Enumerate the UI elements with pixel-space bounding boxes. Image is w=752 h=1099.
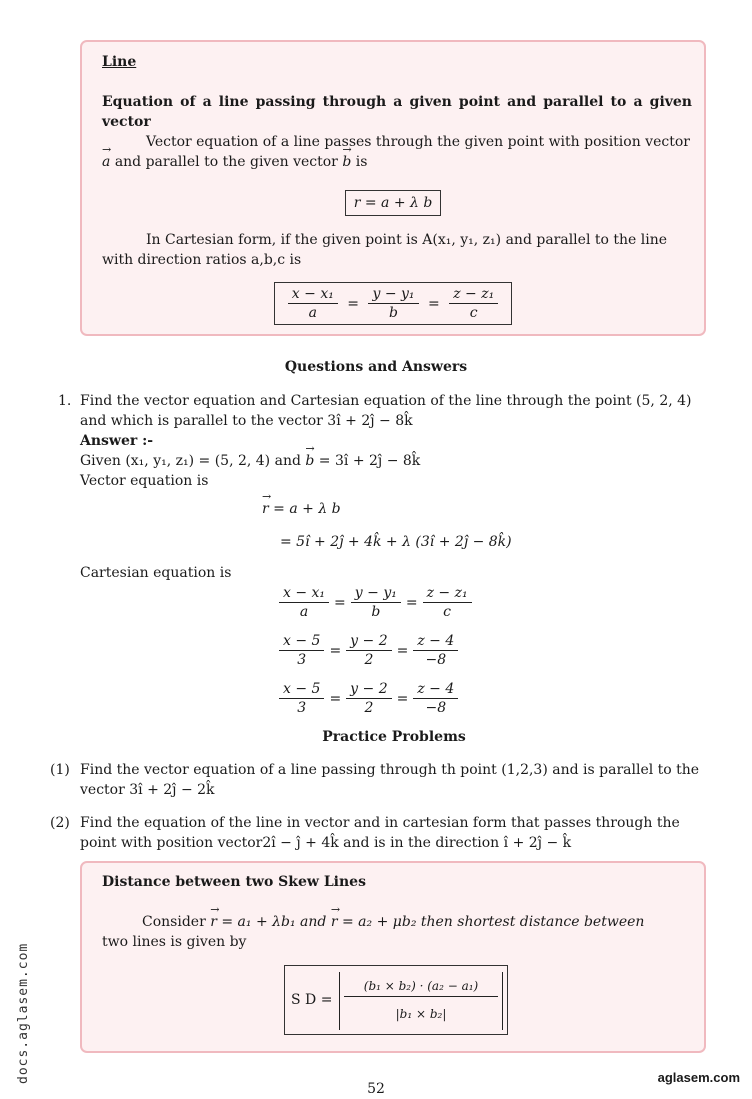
given-line: Given (x₁, y₁, z₁) = (5, 2, 4) and b → = 3î + 2ĵ − 8k̂ — [80, 451, 708, 471]
line-box-para2: In Cartesian form, if the given point is A(x₁, y₁, z₁) and parallel to the line with direction ratios a,b,c is — [102, 232, 668, 268]
p2-text: Find the equation of the line in vector and in cartesian form that passes through the point with position vector2î − ĵ + 4k̂ and is in the direction î + 2ĵ − k̂ — [80, 815, 680, 851]
line-box — [80, 40, 706, 336]
cartesian-equation-label: Cartesian equation is — [80, 565, 232, 581]
cartesian-row-1: $\frac{\text{x − x₁}}{a}$ = $\frac{\text{y − y₁}}{b}$ = $\frac{\text{z − z₁}}{c}$ — [276, 584, 475, 621]
qa-heading: Questions and Answers — [284, 359, 468, 375]
side-watermark-url: docs.aglasem.com — [16, 942, 31, 1084]
cartesian-equation: $\frac{\text{x − x₁}}{a}$ = $\frac{\text{y − y₁}}{b}$ = $\frac{\text{z − z₁}}{c}$ — [274, 282, 512, 325]
shortest-distance-formula: S D = (b₁ × b₂) · (a₂ − a₁) |b₁ × b₂| — [284, 965, 508, 1035]
brand-label: aglasem.com — [657, 1070, 740, 1085]
p1-text: Find the vector equation of a line passing through th point (1,2,3) and is parallel to the vector 3î + 2ĵ − 2k̂ — [80, 762, 700, 798]
p1-number: (1) — [50, 762, 70, 778]
skew-box-para: Consider r → = a₁ + λb₁ and r → = a₂ + μb₂ then shortest distance between two lines is given by — [102, 912, 692, 952]
line-box-subtitle: Equation of a line passing through a given point and parallel to a given vector — [102, 94, 692, 130]
skew-lines-box — [80, 861, 706, 1053]
practice-heading: Practice Problems — [322, 729, 466, 745]
vector-equation: r = a + λ b — [345, 190, 442, 216]
p2-number: (2) — [50, 815, 70, 831]
vector-equation-line2: = 5î + 2ĵ + 4k̂ + λ (3î + 2ĵ − 8k̂) — [280, 534, 512, 550]
cartesian-row-2: $\frac{x - 5}{3}$ = $\frac{y - 2}{2}$ = $\frac{z - 4}{-8}$ — [276, 632, 461, 669]
q1-text: Find the vector equation and Cartesian equation of the line through the point (5, 2, 4) and which is parallel to the vector 3î + 2ĵ − 8k̂ Answer :- Given (x₁, y₁, z₁) = (5, 2, 4) and b → = 3î + 2ĵ − 8k̂ Vector equation is — [80, 391, 708, 491]
vector-a: a → — [102, 152, 110, 172]
cartesian-row-3: $\frac{x - 5}{3}$ = $\frac{y - 2}{2}$ = $\frac{z - 4}{-8}$ — [276, 680, 461, 717]
q1-number: 1. — [58, 393, 72, 409]
page-number: 52 — [367, 1081, 385, 1097]
line-box-title: Line — [102, 54, 137, 70]
vector-b: b → — [342, 152, 351, 172]
skew-box-title: Distance between two Skew Lines — [102, 874, 366, 890]
answer-label: Answer :- — [80, 433, 154, 449]
vector-equation-label: Vector equation is — [80, 473, 209, 489]
line-box-para1: Vector equation of a line passes through the given point with position vector a → and parallel to the given vector b → is — [102, 132, 692, 172]
vector-equation-line1: r → = a + λ b — [262, 499, 341, 519]
